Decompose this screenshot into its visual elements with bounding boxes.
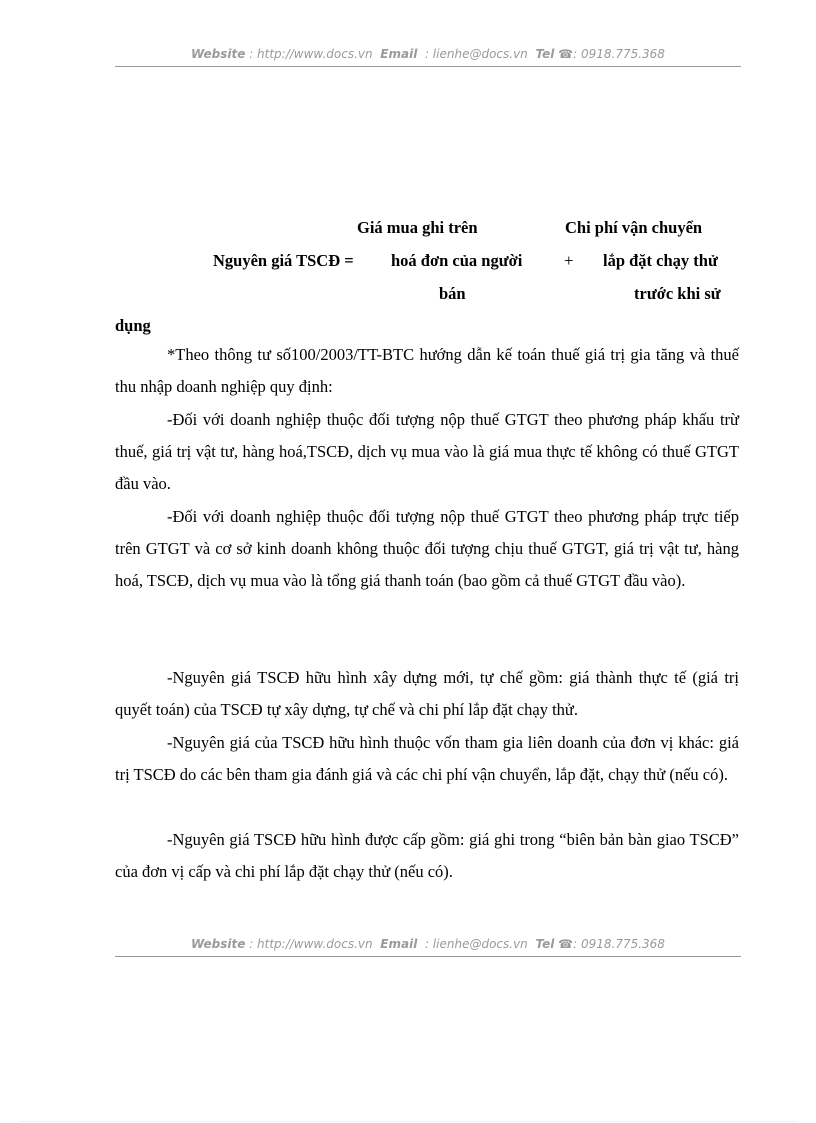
paragraph-allocated: -Nguyên giá TSCĐ hữu hình được cấp gồm: giá ghi trong “biên bản bàn giao TSCĐ” của đơn vị cấp và chi phí lắp đặt chạy thử (nếu có). <box>115 830 739 882</box>
footer-tel-value: : 0918.775.368 <box>573 937 665 951</box>
formula-lhs: Nguyên giá TSCĐ = <box>213 251 354 270</box>
phone-icon: ☎ <box>558 47 574 61</box>
formula-term1-line3: bán <box>439 284 466 303</box>
paragraph-self-built: -Nguyên giá TSCĐ hữu hình xây dựng mới, tự chế gồm: giá thành thực tế (giá trị quyết toán) của TSCĐ tự xây dựng, tự chế và chi phí lắp đặt chạy thử. <box>115 668 739 720</box>
email-label: Email <box>380 47 418 61</box>
footer-tel-label: Tel <box>535 937 555 951</box>
formula-term2-line3: trước khi sử <box>634 284 721 303</box>
footer-website-label: Website <box>191 937 246 951</box>
header-rule <box>115 66 741 67</box>
formula-term1-line2: hoá đơn của người <box>391 251 523 270</box>
tel-label: Tel <box>535 47 555 61</box>
footer-email-value[interactable]: : lienhe@docs.vn <box>424 937 528 951</box>
paragraph-joint-venture: -Nguyên giá của TSCĐ hữu hình thuộc vốn tham gia liên doanh của đơn vị khác: giá trị TSCĐ do các bên tham gia đánh giá và các chi phí vận chuyển, lắp đặt, chạy thử (nếu có). <box>115 733 739 785</box>
formula-term1-line1: Giá mua ghi trên <box>357 218 478 237</box>
page-footer <box>115 937 741 951</box>
formula-term2-line2: lắp đặt chạy thử <box>603 251 718 270</box>
paragraph-deduction-method: -Đối với doanh nghiệp thuộc đối tượng nộp thuế GTGT theo phương pháp khấu trừ thuế, giá trị vật tư, hàng hoá,TSCĐ, dịch vụ mua vào là giá mua thực tế không có thuế GTGT đầu vào. <box>115 410 739 494</box>
formula-term2-line1: Chi phí vận chuyển <box>565 218 703 237</box>
footer-email-label: Email <box>380 937 418 951</box>
page-bottom-edge <box>20 1121 796 1122</box>
footer-phone-icon: ☎ <box>558 937 574 951</box>
website-label: Website <box>191 47 246 61</box>
email-value[interactable]: : lienhe@docs.vn <box>424 47 528 61</box>
website-value[interactable]: : http://www.docs.vn <box>249 47 373 61</box>
page-header <box>115 47 741 61</box>
footer-website-value[interactable]: : http://www.docs.vn <box>249 937 373 951</box>
formula-plus: + <box>564 251 574 270</box>
tel-value: : 0918.775.368 <box>573 47 665 61</box>
formula-tail: dụng <box>115 316 151 335</box>
footer-rule <box>115 956 741 957</box>
paragraph-circular: *Theo thông tư số100/2003/TT-BTC hướng dẫn kế toán thuế giá trị gia tăng và thuế thu nhập doanh nghiệp quy định: <box>115 345 739 397</box>
paragraph-direct-method: -Đối với doanh nghiệp thuộc đối tượng nộp thuế GTGT theo phương pháp trực tiếp trên GTGT và cơ sở kinh doanh không thuộc đối tượng chịu thuế GTGT, giá trị vật tư, hàng hoá, TSCĐ, dịch vụ mua vào là tổng giá thanh toán (bao gồm cả thuế GTGT đầu vào). <box>115 507 739 591</box>
